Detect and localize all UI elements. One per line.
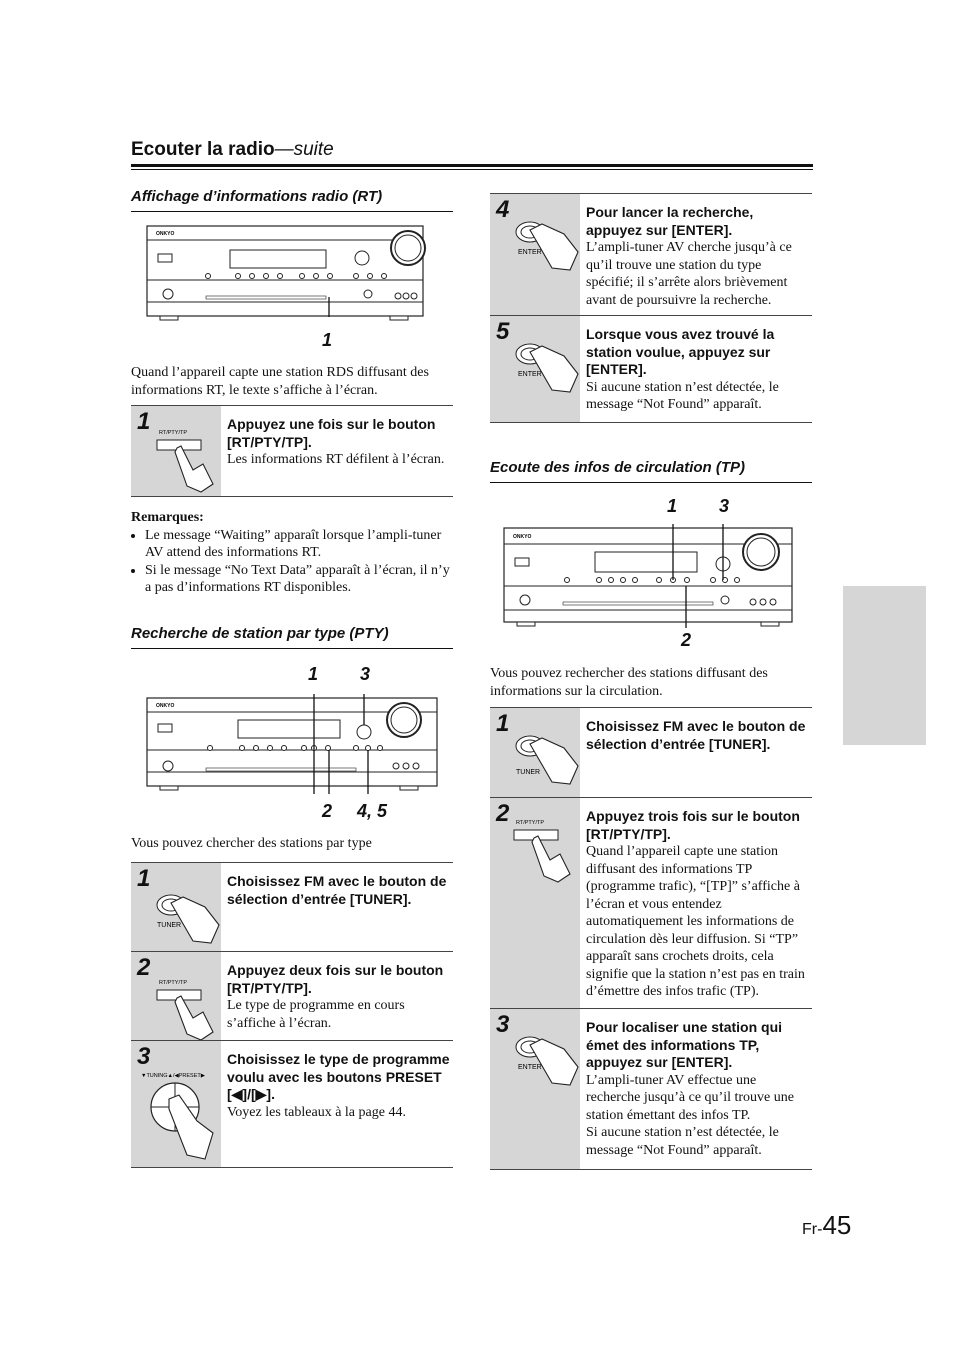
rt-callout-1: 1 xyxy=(322,330,333,350)
step-number: 2 xyxy=(496,800,510,827)
step-instruction: Choisissez FM avec le bouton de sélection d’entrée [TUNER]. xyxy=(586,718,806,752)
pty-callout-1: 1 xyxy=(308,664,319,684)
tp-section-rule xyxy=(490,482,812,483)
preset-knob-icon xyxy=(139,1069,221,1165)
page-number-prefix: Fr- xyxy=(802,1221,823,1238)
svg-text:ENTER: ENTER xyxy=(518,249,542,256)
remark-item: • Si le message “No Text Data” apparaît à l’écran, il n’y a pas d’informations RT disponibles. xyxy=(145,562,453,597)
svg-text:▼TUNING▲/◀PRESET▶: ▼TUNING▲/◀PRESET▶ xyxy=(141,1073,205,1079)
header-rule xyxy=(131,164,813,167)
rt-pty-tp-button-icon xyxy=(512,818,580,888)
svg-text:ENTER: ENTER xyxy=(518,1064,542,1071)
svg-text:TUNER: TUNER xyxy=(157,922,182,929)
tuner-button-icon xyxy=(153,883,221,953)
step-instruction: Appuyez deux fois sur le bouton [RT/PTY/TP]. xyxy=(227,962,444,996)
rt-section-title: Affichage d’informations radio (RT) xyxy=(131,188,383,205)
svg-text:ENTER: ENTER xyxy=(518,371,542,378)
step-number: 1 xyxy=(496,710,510,737)
page-title xyxy=(131,139,334,161)
step-number: 1 xyxy=(137,865,151,892)
step-instruction: Appuyez une fois sur le bouton [RT/PTY/TP]. xyxy=(227,416,436,450)
pty-callout-3: 3 xyxy=(360,664,371,684)
pty-section-rule xyxy=(131,648,453,649)
step-instruction: Pour lancer la recherche, appuyez sur [ENTER]. xyxy=(586,204,754,238)
pty-section-title: Recherche de station par type (PTY) xyxy=(131,625,389,642)
svg-text:RT/PTY/TP: RT/PTY/TP xyxy=(159,980,188,986)
page-number-value: 45 xyxy=(822,1210,852,1240)
page-number xyxy=(802,1210,851,1241)
step-number: 3 xyxy=(496,1011,510,1038)
page-title-suite: —suite xyxy=(274,139,334,160)
tp-step-3 xyxy=(490,1008,812,1170)
step-number: 2 xyxy=(137,954,151,981)
pty-step-2 xyxy=(131,951,453,1041)
step-detail: L’ampli-tuner AV effectue une recherche jusqu’à ce qu’il trouve une station émettant des infos TP. Si aucune station n’est détectée, le message “Not Found” apparaît. xyxy=(586,1072,794,1158)
step-detail: Quand l’appareil capte une station diffusant des informations TP (programme trafic), “[TP]” s’affiche à l’écran et vous entendez automatiquement les informations de circulation dès leur diffusion. Si “TP” apparaît sans crochets droits, cela signifie que la station n’est pas en train d’émettre des infos trafic (TP). xyxy=(586,844,805,999)
step-instruction: Choisissez le type de programme voulu avec les boutons PRESET [◀]/[▶]. xyxy=(227,1051,450,1102)
step-number: 1 xyxy=(137,408,151,435)
rt-remarks xyxy=(131,509,453,597)
tp-callout-1: 1 xyxy=(667,496,678,516)
remark-item: • Le message “Waiting” apparaît lorsque l’ampli-tuner AV attend des informations RT. xyxy=(145,527,453,562)
step-number: 3 xyxy=(137,1043,151,1070)
receiver-front-panel-pty xyxy=(146,694,440,794)
page-title-main: Ecouter la radio xyxy=(131,139,275,160)
rt-step-1 xyxy=(131,405,453,497)
receiver-front-panel-tp xyxy=(503,524,795,628)
step-detail: Si aucune station n’est détectée, le message “Not Found” apparaît. xyxy=(586,379,779,412)
step-instruction: Lorsque vous avez trouvé la station voulue, appuyez sur [ENTER]. xyxy=(586,326,775,377)
step-detail: Voyez les tableaux à la page 44. xyxy=(227,1104,406,1120)
svg-text:RT/PTY/TP: RT/PTY/TP xyxy=(159,430,188,436)
enter-button-icon xyxy=(512,336,580,406)
header-rule-thin xyxy=(131,169,813,170)
onkyo-logo: ONKYO xyxy=(156,231,175,237)
step-instruction: Pour localiser une station qui émet des informations TP, appuyez sur [ENTER]. xyxy=(586,1019,783,1070)
step-number: 4 xyxy=(496,196,510,223)
svg-text:RT/PTY/TP: RT/PTY/TP xyxy=(516,820,545,826)
pty-step-5 xyxy=(490,315,812,423)
remarks-title: Remarques: xyxy=(131,510,204,525)
pty-step-4 xyxy=(490,193,812,316)
enter-button-icon xyxy=(512,214,580,284)
side-tab xyxy=(843,586,926,745)
rt-pty-tp-button-icon xyxy=(153,426,221,496)
pty-intro: Vous pouvez chercher des stations par type xyxy=(131,836,372,851)
rt-intro: Quand l’appareil capte une station RDS diffusant des informations RT, le texte s’affiche à l’écran. xyxy=(131,365,429,398)
tuner-button-icon xyxy=(512,728,580,798)
step-detail: Le type de programme en cours s’affiche à l’écran. xyxy=(227,998,405,1031)
tp-section-title: Ecoute des infos de circulation (TP) xyxy=(490,459,746,476)
pty-callout-2: 2 xyxy=(322,801,333,821)
enter-button-icon xyxy=(512,1029,580,1099)
tp-callout-2: 2 xyxy=(681,630,692,650)
step-number: 5 xyxy=(496,318,510,345)
receiver-front-panel-rt xyxy=(146,222,426,322)
tp-step-2 xyxy=(490,797,812,1009)
tp-callout-3: 3 xyxy=(719,496,730,516)
rt-pty-tp-button-icon xyxy=(153,972,221,1042)
step-instruction: Choisissez FM avec le bouton de sélection d’entrée [TUNER]. xyxy=(227,873,447,907)
pty-step-3 xyxy=(131,1040,453,1168)
svg-text:ONKYO: ONKYO xyxy=(513,534,532,540)
pty-callout-4-5: 4, 5 xyxy=(357,801,388,821)
svg-text:ONKYO: ONKYO xyxy=(156,703,175,709)
tp-step-1 xyxy=(490,707,812,798)
tp-intro: Vous pouvez rechercher des stations diffusant des informations sur la circulation. xyxy=(490,666,768,699)
step-detail: L’ampli-tuner AV cherche jusqu’à ce qu’il trouve une station du type spécifié; il s’arrête alors brièvement avant de poursuivre la recherche. xyxy=(586,240,792,308)
step-detail: Les informations RT défilent à l’écran. xyxy=(227,452,445,467)
step-instruction: Appuyez trois fois sur le bouton [RT/PTY/TP]. xyxy=(586,808,800,842)
svg-text:TUNER: TUNER xyxy=(516,769,541,776)
pty-step-1 xyxy=(131,862,453,952)
rt-section-rule xyxy=(131,211,453,212)
